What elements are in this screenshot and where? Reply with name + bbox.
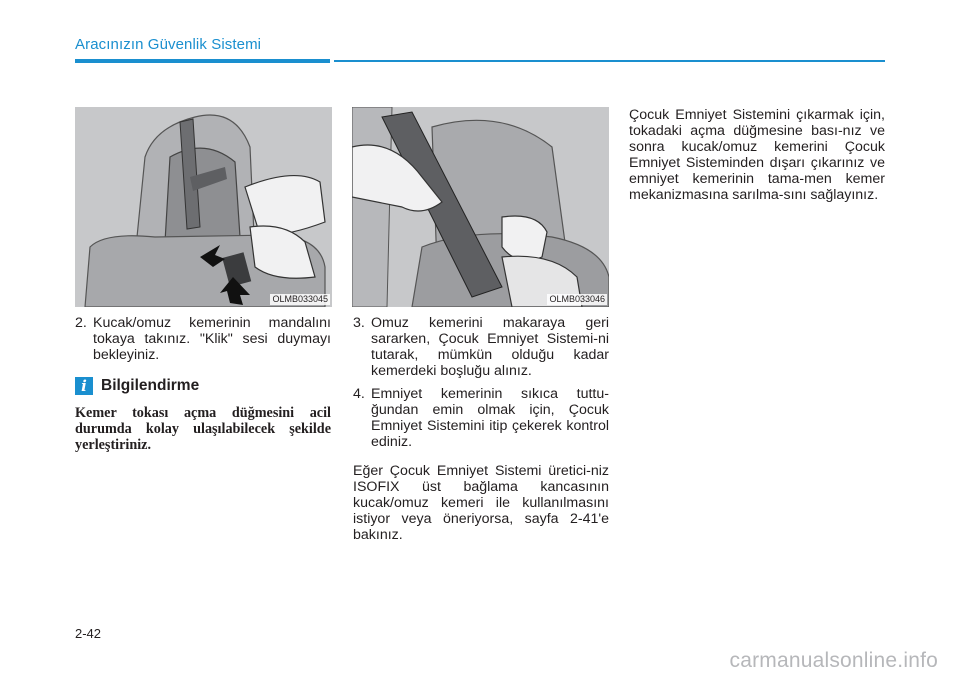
step-text: Omuz kemerini makaraya geri sararken, Çocuk Emniyet Sistemi-ni tutarak, mümkün olduğu kadar kemerdeki boşluğu alınız. — [371, 315, 609, 379]
right-column — [629, 107, 885, 203]
step-4 — [353, 386, 609, 450]
header-rule-thin — [334, 60, 885, 62]
step-text: Emniyet kemerinin sıkıca tuttu-ğundan emin olmak için, Çocuk Emniyet Sistemini itip çekerek kontrol ediniz. — [371, 386, 609, 450]
step-number: 2. — [75, 315, 87, 331]
step-2 — [75, 315, 331, 363]
isofix-paragraph: Eğer Çocuk Emniyet Sistemi üretici-niz ISOFIX üst bağlama kancasının kucak/omuz kemeri ile kullanılmasını istiyor veya öneriyorsa, sayfa 2-41'e bakınız. — [353, 463, 609, 543]
info-title: Bilgilendirme — [101, 377, 200, 394]
info-body: Kemer tokası açma düğmesini acil durumda kolay ulaşılabilecek şekilde yerleştiriniz. — [75, 405, 331, 453]
figure-code: OLMB033046 — [549, 294, 605, 304]
header-rule-thick — [75, 59, 330, 63]
info-heading — [75, 377, 331, 395]
belt-tightening-illustration — [352, 107, 609, 307]
removal-paragraph: Çocuk Emniyet Sistemini çıkarmak için, tokadaki açma düğmesine bası-nız ve sonra kucak/omuz kemerini Çocuk Emniyet Sisteminden dışarı çıkarınız ve emniyet kemerinin tama-men kemer mekanizmasına sarılma-sını sağlayınız. — [629, 107, 885, 203]
middle-column — [353, 315, 609, 543]
figure-tighten-belt — [352, 107, 609, 307]
page-number: 2-42 — [75, 626, 102, 641]
step-text: Kucak/omuz kemerinin mandalını tokaya takınız. "Klik" sesi duymayı bekleyiniz. — [93, 315, 331, 363]
figure-buckle-child-seat — [75, 107, 332, 307]
section-title: Aracınızın Güvenlik Sistemi — [75, 36, 262, 53]
step-number: 4. — [353, 386, 365, 402]
figure-code: OLMB033045 — [272, 294, 328, 304]
left-column — [75, 315, 331, 453]
info-icon: i — [75, 377, 93, 395]
watermark: carmanualsonline.info — [729, 649, 938, 672]
step-3 — [353, 315, 609, 379]
step-number: 3. — [353, 315, 365, 331]
child-seat-buckle-illustration — [75, 107, 332, 307]
